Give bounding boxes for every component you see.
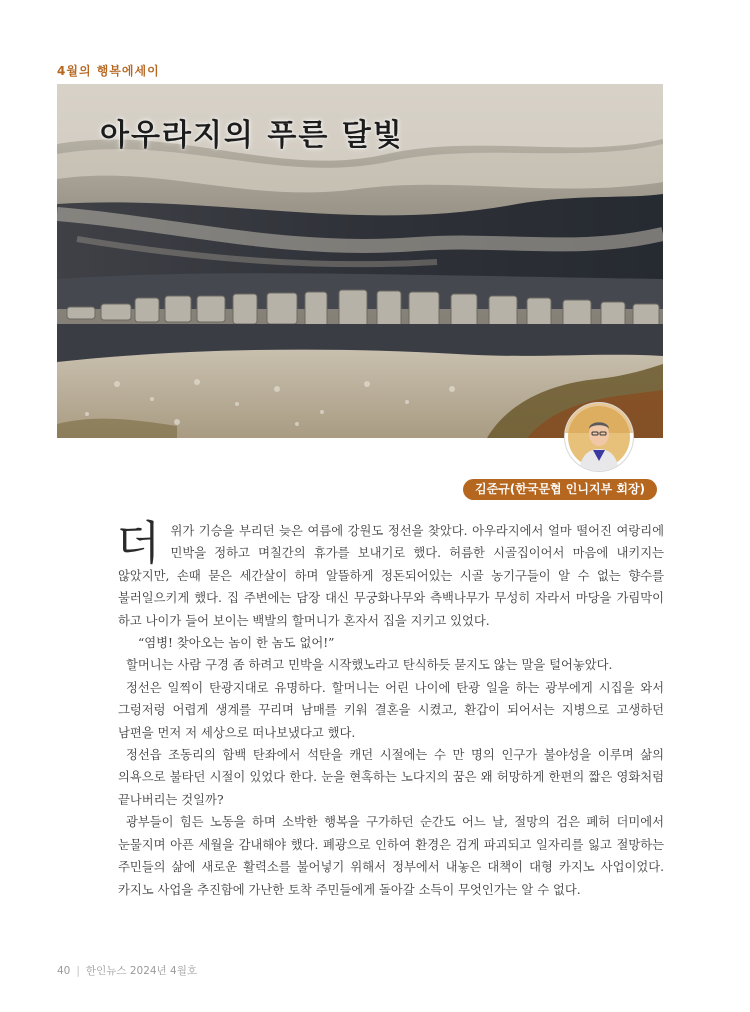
article-paragraph: 할머니는 사람 구경 좀 하려고 민박을 시작했노라고 탄식하듯 묻지도 않는 말을 털어놓았다. bbox=[126, 658, 613, 673]
footer-separator: | bbox=[76, 965, 80, 977]
author-portrait-icon bbox=[565, 403, 633, 471]
article-paragraph: 정선은 일찍이 탄광지대로 유명하다. 할머니는 어린 나이에 탄광 일을 하는 광부에게 시집을 와서 그렁저렁 어렵게 생계를 꾸리며 남매를 키워 결혼을 시켰고, 환갑이 되어서는 지병으로 고생하던 남편을 먼저 저 세상으로 떠나보냈다고 했다. bbox=[118, 680, 664, 740]
article-paragraph: 정선읍 조동리의 함백 탄좌에서 석탄을 캐던 시절에는 수 만 명의 인구가 불야성을 이루며 삶의 의욕으로 불타던 시절이 있었다 한다. 눈을 현혹하는 노다지의 꿈은 왜 허망하게 한편의 짧은 영화처럼 끝나버리는 것일까? bbox=[118, 748, 664, 807]
article-paragraph bbox=[116, 516, 664, 632]
page-number: 40 bbox=[57, 965, 71, 977]
paragraph-text: 위가 기승을 부리던 늦은 여름에 강원도 정선을 찾았다. 아우라지에서 얼마 떨어진 여랑리에 민박을 정하고 며칠간의 휴가를 보내기로 했다. 허름한 시골집이어서 마음에 내키지는 않았지만, 손때 묻은 세간살이 하며 알뜰하게 정돈되어있는 시골 농기구들이 알 수 없는 향수를 불러일으키게 했다. 집 주변에는 담장 대신 무궁화나무와 측백나무가 무성히 자라서 마당을 가림막이 하고 나이가 들어 보이는 백발의 할머니가 혼자서 집을 지키고 있었다. bbox=[118, 524, 664, 628]
article-quote: “염병! 찾아오는 놈이 한 놈도 없어!” bbox=[138, 636, 335, 651]
page-footer bbox=[57, 963, 197, 978]
author-badge: 김준규(한국문협 인니지부 회장) bbox=[463, 479, 657, 500]
section-label: 4월의 행복에세이 bbox=[57, 64, 160, 78]
article-paragraph: 광부들이 힘든 노동을 하며 소박한 행복을 구가하던 순간도 어느 날, 절망의 검은 폐허 더미에서 눈물지며 아픈 세월을 감내해야 했다. 폐광으로 인하여 환경은 검게 파괴되고 일자리를 잃고 절망하는 주민들의 삶에 새로운 활력소를 불어넣기 위해서 정부에서 내놓은 대책이 대형 카지노 사업이었다. 카지노 사업을 추진함에 가난한 토착 주민들에게 돌아갈 소득이 무엇인가는 알 수 없다. bbox=[118, 815, 664, 897]
article-body bbox=[116, 516, 664, 901]
author-photo bbox=[565, 403, 633, 471]
publication-name: 한인뉴스 2024년 4월호 bbox=[85, 965, 197, 977]
hero-image bbox=[57, 84, 663, 438]
drop-cap: 더 bbox=[116, 516, 161, 570]
article-title: 아우라지의 푸른 달빛 bbox=[100, 118, 404, 153]
